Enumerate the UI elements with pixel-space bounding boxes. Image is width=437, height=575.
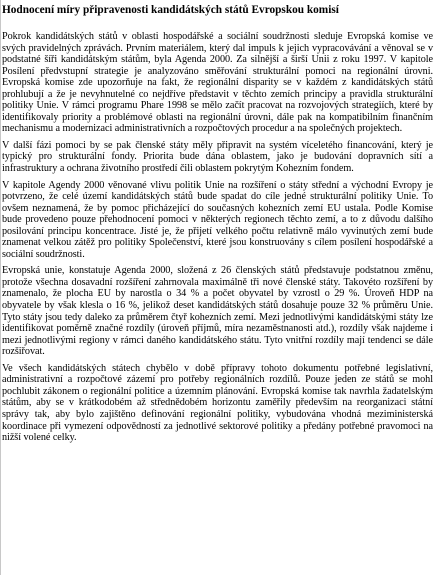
document-title: Hodnocení míry připravenosti kandidátských států Evropskou komisí — [2, 4, 339, 16]
page-left-edge — [0, 0, 1, 575]
paragraph-3: V kapitole Agendy 2000 věnované vlivu politik Unie na rozšíření o státy střední a východní Evropy je potvrzeno, že celé území kandidátských států bude spadat do cíle jedné strukturální politiky Unie. To ovšem neznamená, že by pomoc přicházející do současných kohezních zemí EU ustala. Podle Komise bude provedeno pouze přehodnocení pomoci v některých regionech těchto zemí, a to z důvodu dalšího posilování principu koncentrace. Jisté je, že přijetí velkého počtu relativně málo vyvinutých zemí bude znamenat velkou zátěž pro politiky Společenství, které jsou konstruovány s cílem posílení hospodářské a sociální soudržnosti. — [2, 179, 433, 260]
paragraph-5: Ve všech kandidátských státech chybělo v době přípravy tohoto dokumentu potřebné legislativní, administrativní a rozpočtové zázemí pro potřeby regionálních rozdílů. Pouze jeden ze států se mohl pochlubit zákonem o regionální politice a územním plánování. Evropská komise tak navrhla žadatelským státům, aby se v krátkodobém až střednědobém horizontu zaměřily především na reorganizaci státní správy tak, aby bylo zajištěno definování regionální politiky, vybudována vhodná meziministerská koordinace při vymezení odpovědností za jednotlivé sektorové politiky a předány potřebné pravomoci na nižší volené celky. — [2, 362, 433, 444]
paragraph-2: V další fázi pomoci by se pak členské státy měly připravit na systém víceletého financování, který je typický pro strukturální fondy. Priorita bude dána oblastem, jako je budování dopravních sítí a infrastruktury a ochrana životního prostředí čili oblastem pokrytým Kohezním fondem. — [2, 139, 433, 175]
paragraph-4: Evropská unie, konstatuje Agenda 2000, složená z 26 členských států představuje podstatnou změnu, protože všechna dosavadní rozšíření zahrnovala maximálně tři nové členské státy. Takovéto rozšíření by znamenalo, že plocha EU by narostla o 34 % a počet obyvatel by vzrostl o 29 %. Úroveň HDP na obyvatele by však klesla o 16 %, jelikož deset kandidátských států dosahuje pouze 32 % průměru Unie. Tyto státy jsou tedy daleko za průměrem čtyř kohezních zemí. Mezi jednotlivými kandidátskými státy lze identifikovat poměrně značné rozdíly (úroveň příjmů, míra nezaměstnanosti atd.), rozdíly však najdeme i mezi jednotlivými regiony v rámci daného kandidátského státu. Tyto vnitřní rozdíly mají tendenci se dále rozšiřovat. — [2, 265, 433, 358]
paragraph-1: Pokrok kandidátských států v oblasti hospodářské a sociální soudržnosti sleduje Evropská komise ve svých pravidelných zprávách. Prvním materiálem, který dal impuls k jejich vypracovávání a věnoval se v podstatné šíři kandidátským státům, byla Agenda 2000. Za silnější a širší Unii z roku 1997. V kapitole Posílení předvstupní strategie je analyzováno směřování strukturální pomoci na regionální úrovni. Evropská komise zde upozorňuje na fakt, že regionální disparity se v každém z kandidátských států prohlubují a že je nevyhnutelné co nejdříve představit v těchto zemích principy a pravidla strukturální politiky Unie. V rámci programu Phare 1998 se mělo začít pracovat na rozvojových strategiích, které by identifikovaly priority a problémové oblasti na regionální úrovni, dále pak na kompatibilním finančním mechanismu a modernizaci administrativních a rozpočtových procedur a na společných projektech. — [2, 31, 433, 135]
